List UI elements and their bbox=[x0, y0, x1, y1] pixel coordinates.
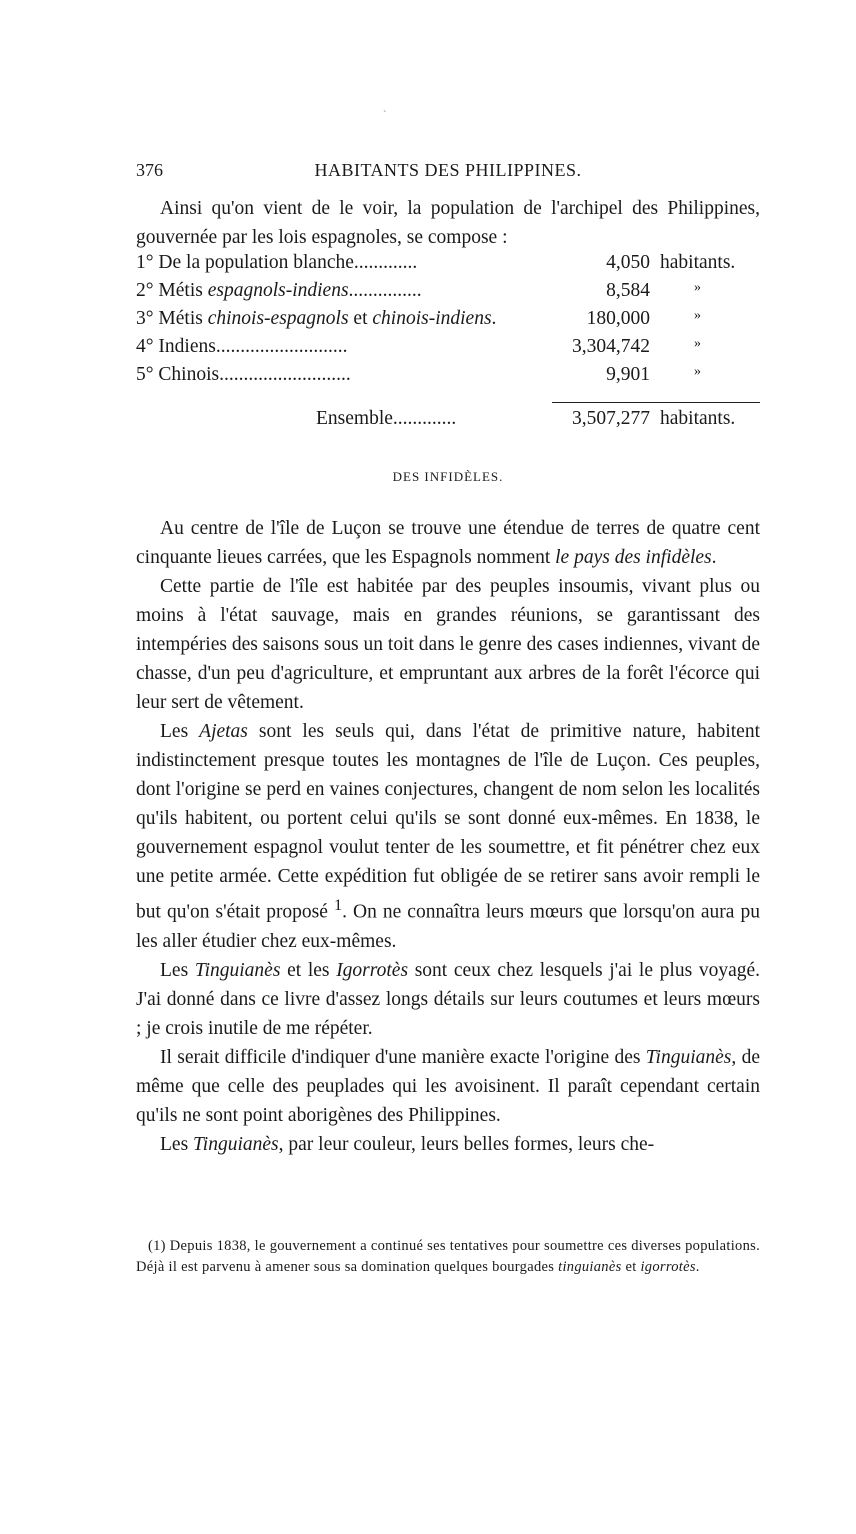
stray-mark: ` bbox=[383, 110, 387, 121]
running-title: HABITANTS DES PHILIPPINES. bbox=[314, 160, 582, 180]
population-table bbox=[136, 252, 760, 392]
population-label: 4° Indiens........................... bbox=[136, 336, 348, 357]
ditto-mark: » bbox=[694, 336, 701, 351]
ditto-mark: » bbox=[694, 364, 701, 379]
total-label: Ensemble............. bbox=[316, 408, 457, 429]
population-unit: habitants. bbox=[660, 252, 736, 273]
intro-paragraph bbox=[136, 194, 760, 252]
footnotes bbox=[136, 1236, 760, 1278]
intro-text: Ainsi qu'on vient de le voir, la population de l'archipel des Philippines, gouvernée par les lois espagnoles, se compose : bbox=[136, 198, 760, 248]
body-paragraph: Au centre de l'île de Luçon se trouve une étendue de terres de quatre cent cinquante lieues carrées, que les Espagnols nomment le pays des infidèles. bbox=[136, 518, 760, 568]
total-unit: habitants. bbox=[660, 408, 736, 429]
page-header bbox=[136, 160, 760, 186]
sum-rule bbox=[552, 402, 760, 403]
population-value: 8,584 bbox=[606, 280, 650, 301]
ditto-mark: » bbox=[694, 308, 701, 323]
population-label: 1° De la population blanche............. bbox=[136, 252, 418, 273]
population-row bbox=[136, 252, 760, 280]
footnote: (1) Depuis 1838, le gouvernement a continué ses tentatives pour soumettre ces diverses populations. Déjà il est parvenu à amener sous sa domination quelques bourgades tinguianès et igorrotès. bbox=[136, 1238, 760, 1275]
total-value: 3,507,277 bbox=[572, 408, 650, 429]
body-paragraph: Les Tinguianès et les Igorrotès sont ceux chez lesquels j'ai le plus voyagé. J'ai donné dans ce livre d'assez longs détails sur leurs coutumes et leurs mœurs ; je crois inutile de me répéter. bbox=[136, 959, 761, 1039]
population-label: 3° Métis chinois-espagnols et chinois-indiens. bbox=[136, 308, 497, 329]
population-label: 2° Métis espagnols-indiens............... bbox=[136, 280, 422, 301]
page-number: 376 bbox=[136, 160, 163, 180]
population-label: 5° Chinois........................... bbox=[136, 364, 351, 385]
population-row bbox=[136, 336, 760, 364]
population-value: 4,050 bbox=[606, 252, 650, 273]
population-value: 3,304,742 bbox=[572, 336, 650, 357]
ditto-mark: » bbox=[694, 280, 701, 295]
population-row bbox=[136, 364, 760, 392]
body-paragraph: Il serait difficile d'indiquer d'une manière exacte l'origine des Tinguianès, de même que celle des peuplades qui les avoisinent. Il paraît cependant certain qu'ils ne sont point aborigènes des Philippines. bbox=[136, 1046, 760, 1126]
population-value: 180,000 bbox=[586, 308, 650, 329]
population-row bbox=[136, 308, 760, 336]
population-value: 9,901 bbox=[606, 364, 650, 385]
total-row bbox=[136, 408, 760, 436]
body-paragraph: Cette partie de l'île est habitée par des peuples insoumis, vivant plus ou moins à l'état sauvage, mais en grandes réunions, se garantissant des intempéries des saisons sous un toit dans le genre des cases indiennes, vivant de chasse, d'un peu d'agriculture, et empruntant aux arbres de la forêt l'écorce qui leur sert de vêtement. bbox=[136, 576, 760, 713]
body-paragraph: Les Tinguianès, par leur couleur, leurs belles formes, leurs che- bbox=[160, 1133, 655, 1155]
section-heading: DES INFIDÈLES. bbox=[392, 469, 504, 484]
body-paragraph: Les Ajetas sont les seuls qui, dans l'état de primitive nature, habitent indistinctement presque toutes les montagnes de l'île de Luçon. Ces peuples, dont l'origine se perd en vaines conjectures, changent de nom selon les localités qu'ils habitent, ou portent celui qu'ils se sont donné eux-mêmes. En 1838, le gouvernement espagnol voulut tenter de les soumettre, et fit pénétrer chez eux une petite armée. Cette expédition fut obligée de se retirer sans avoir rempli le but qu'on s'était proposé $^1$. On ne connaîtra leurs mœurs que lorsqu'on aura pu les aller étudier chez eux-mêmes. bbox=[136, 721, 760, 952]
population-row bbox=[136, 280, 760, 308]
main-text bbox=[136, 514, 760, 1159]
